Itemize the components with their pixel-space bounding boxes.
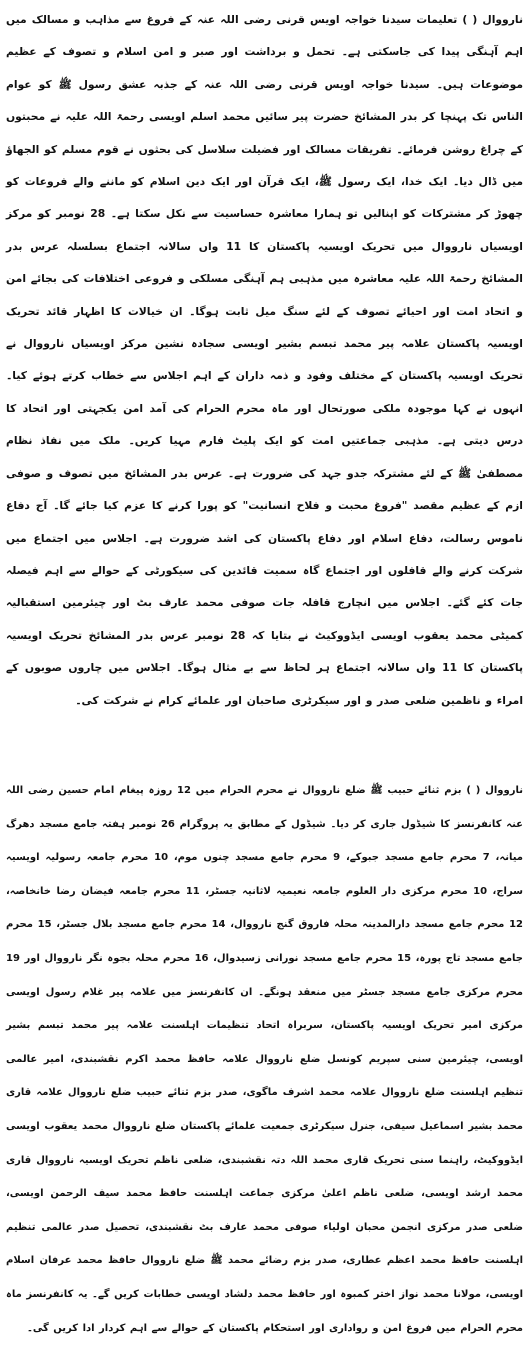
article-dateline: نارووال ( ) [466, 785, 524, 796]
article-body: تعلیمات سیدنا خواجہ اویس قرنی رضی اللہ عنہ کے فروغ سے مذاہب و مسالک میں اہم آہنگی پیدا کی جاسکتی ہے۔ تحمل و برداشت اور صبر و امن اسلام و تصوف کے عظیم موضوعات ہیں۔ سیدنا خواجہ اویس قرنی رضی اللہ عنہ کے جذبہ عشق رسول ﷺ کو عوام الناس تک پہنچا کر بدر المشائخ حضرت پیر سائیں محمد اسلم اویسی رحمۃ اللہ علیہ نے محبتوں کے چراغ روشن فرمائے۔ تفریقات مسالک اور فضیلت سلاسل کی بحثوں نے قوم مسلم کو الجھاؤ میں ڈال دیا۔ ایک خدا، ایک رسول ﷺ، ایک قرآن اور ایک دین اسلام کو ماننے والے فروعات کو چھوڑ کر مشترکات کو اپنالیں تو ہمارا معاشرہ حساسیت سے نکل سکتا ہے۔ 28 نومبر کو مرکز اویسیاں نارووال میں تحریک اویسیہ پاکستان کا 11 واں سالانہ اجتماع بسلسلہ عرس بدر المشائخ رحمۃ اللہ علیہ معاشرہ میں مذہبی ہم آہنگی مسلکی و فروعی اختلافات کی بجائے امن و اتحاد امت اور احیائے تصوف کے لئے سنگ میل ثابت ہوگا۔ ان خیالات کا اظہار قائد تحریک اویسیہ پاکستان علامہ پیر محمد تبسم بشیر اویسی سجادہ نشین مرکز اویسیاں نارووال نے تحریک اویسیہ پاکستان کے مختلف وفود و ذمہ داران کے اہم اجلاس سے خطاب کرتے ہوئے کیا۔ انہوں نے کہا موجودہ ملکی صورتحال اور ماہ محرم الحرام کی آمد امن یکجہتی اور اتحاد کا درس دیتی ہے۔ مذہبی جماعتیں امت کو ایک پلیٹ فارم مہیا کریں۔ ملک میں نفاذ نظام مصطفیٰ ﷺ کے لئے مشترکہ جدو جہد کی ضرورت ہے۔ عرس بدر المشائخ میں تصوف و صوفی ازم کے عظیم مقصد "فروغ محبت و فلاح انسانیت" کو پورا کرنے کا عزم کیا جائے گا۔ آج دفاع ناموس رسالت، دفاع اسلام اور دفاع پاکستان کی اشد ضرورت ہے۔ اجلاس میں اجتماع میں شرکت کرنے والے قافلوں اور اجتماع گاہ سمیت قائدین کی سیکورٹی کے حوالے سے اہم فیصلہ جات کئے گئے۔ اجلاس میں انچارج قافلہ جات صوفی محمد عارف بٹ اور چیئرمین استقبالیہ کمیٹی محمد یعقوب اویسی ایڈووکیٹ نے بتایا کہ 28 نومبر عرس بدر المشائخ تحریک اویسیہ پاکستان کا 11 واں سالانہ اجتماع ہر لحاظ سے بے مثال ہوگا۔ اجلاس میں چاروں صوبوں کے امراء و ناظمین ضلعی صدر و اور سیکرٹری صاحبان اور علمائے کرام نے شرکت کی۔ [6, 13, 523, 707]
article-bazm-sana [6, 774, 523, 1345]
article-body: بزم ثنائے حبیب ﷺ ضلع نارووال نے محرم الحرام میں 12 روزہ پیغام امام حسین رضی اللہ عنہ کانفرنسز کا شیڈول جاری کر دیا۔ شیڈول کے مطابق یہ پروگرام 26 نومبر ہفتہ جامع مسجد دھرگ میانہ، 7 محرم جامع مسجد جبوکے، 9 محرم جامع مسجد چنوں موم، 10 محرم جامعہ رسولیہ اویسیہ سراج، 10 محرم مرکزی دار العلوم جامعہ نعیمیہ لاثانیہ جسٹر، 11 محرم جامعہ فیضان رضا خانخاصہ، 12 محرم جامع مسجد دارالمدینہ محلہ فاروق گنج نارووال، 14 محرم جامع مسجد بلال جسٹر، 15 محرم جامع مسجد تاج پورہ، 15 محرم جامع مسجد نورانی زسیدوال، 16 محرم محلہ بجوہ نگر نارووال اور 19 محرم مرکزی جامع مسجد جسٹر میں منعقد ہونگے۔ ان کانفرنسز میں علامہ پیر غلام رسول اویسی مرکزی امیر تحریک اویسیہ پاکستان، سربراہ اتحاد تنظیمات اہلسنت علامہ پیر محمد تبسم بشیر اویسی، چیئرمین سنی سپریم کونسل ضلع نارووال علامہ حافظ محمد اکرم نقشبندی، امیر عالمی تنظیم اہلسنت ضلع نارووال علامہ محمد اشرف ماگوی، صدر بزم ثنائے حبیب ضلع نارووال علامہ قاری محمد بشیر اسماعیل سیفی، جنرل سیکرٹری جمعیت علمائے پاکستان ضلع نارووال محمد یعقوب اویسی ایڈووکیٹ، راہنما سنی تحریک قاری محمد اللہ دتہ نقشبندی، ضلعی ناظم تحریک اویسیہ نارووال قاری محمد ارشد اویسی، ضلعی ناظم اعلیٰ مرکزی جماعت اہلسنت حافظ محمد سیف الرحمن اویسی، ضلعی صدر مرکزی انجمن محبان اولیاء صوفی محمد عارف بٹ نقشبندی، تحصیل صدر عالمی تنظیم اہلسنت حافظ محمد اعظم عطاری، صدر بزم رضائے محمد ﷺ ضلع نارووال حافظ محمد عرفان اسلام اویسی، مولانا محمد نواز اختر کمبوہ اور حافظ محمد دلشاد اویسی خطابات کریں گے۔ یہ کانفرنسز ماہ محرم الحرام میں فروغ امن و رواداری اور استحکام پاکستان کے حوالے سے اہم کردار ادا کریں گی۔ [6, 785, 524, 1334]
article-dateline: نارووال ( ) [462, 13, 524, 26]
article-tahreek-owaisia [6, 4, 523, 717]
